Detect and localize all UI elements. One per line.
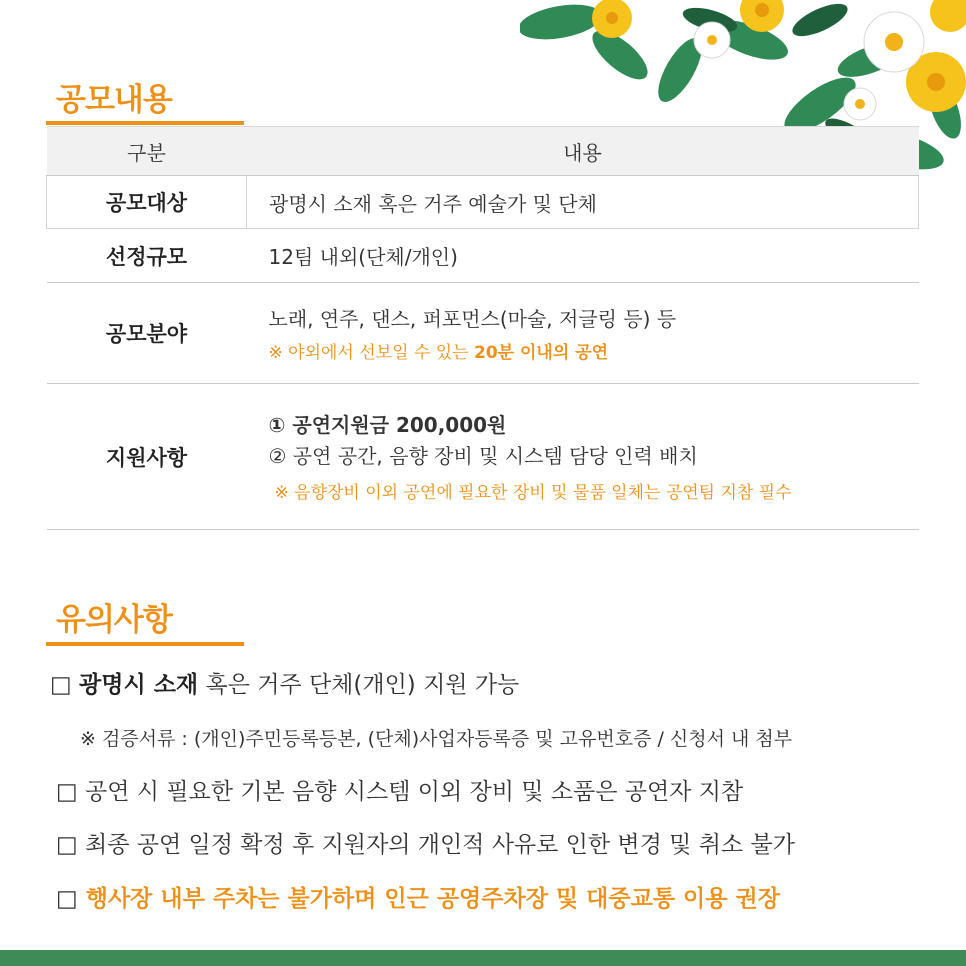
table-row	[47, 384, 919, 530]
footer-bar	[0, 950, 966, 966]
row-text: 노래, 연주, 댄스, 퍼포먼스(마술, 저글링 등) 등	[268, 307, 677, 331]
notice-text: 공연 시 필요한 기본 음향 시스템 이외 장비 및 소품은 공연자 지참	[85, 779, 744, 805]
notice-text: 최종 공연 일정 확정 후 지원자의 개인적 사유로 인한 변경 및 취소 불가	[85, 832, 795, 858]
row-content	[247, 384, 919, 530]
row-label: 공모대상	[47, 176, 247, 229]
support-note: ※ 음향장비 이외 공연에 필요한 장비 및 물품 일체는 공연팀 지참 필수	[274, 483, 792, 503]
checkbox-icon: □	[56, 886, 78, 912]
table-row	[47, 283, 919, 384]
notice-item	[56, 880, 780, 913]
notice-item	[56, 826, 795, 859]
notice-text: 혹은 거주 단체(개인) 지원 가능	[198, 672, 520, 698]
checkbox-icon: □	[56, 779, 78, 805]
row-label: 공모분야	[47, 283, 247, 384]
title-underline	[46, 121, 244, 125]
row-content: 12팀 내외(단체/개인)	[247, 229, 919, 283]
row-content	[247, 283, 919, 384]
notice-item	[56, 773, 743, 806]
note-text: ※ 야외에서 선보일 수 있는	[268, 343, 474, 363]
support-line-1: ① 공연지원금 200,000원	[268, 413, 507, 437]
note-bold-text: 20분 이내의 공연	[473, 343, 609, 363]
section-title-notice: 유의사항	[56, 602, 172, 638]
notice-bold-text: 광명시 소재	[79, 672, 199, 698]
row-note	[269, 338, 919, 363]
row-label: 선정규모	[47, 229, 247, 283]
table-row	[47, 176, 919, 229]
document-note: ※ 검증서류 : (개인)주민등록등본, (단체)사업자등록증 및 고유번호증 / 신청서 내 첨부	[80, 728, 793, 750]
table-header-category: 구분	[47, 127, 247, 176]
title-underline	[46, 642, 244, 646]
notice-highlight-text: 행사장 내부 주차는 불가하며 인근 공영주차장 및 대중교통 이용 권장	[85, 886, 780, 912]
row-label: 지원사항	[47, 384, 247, 530]
checkbox-icon: □	[50, 672, 72, 698]
notice-item	[50, 666, 519, 699]
table-header-content: 내용	[247, 127, 919, 176]
row-content: 광명시 소재 혹은 거주 예술가 및 단체	[247, 176, 919, 229]
contest-table	[46, 126, 919, 530]
table-row	[47, 229, 919, 283]
checkbox-icon: □	[56, 832, 78, 858]
support-line-2: ② 공연 공간, 음향 장비 및 시스템 담당 인력 배치	[268, 444, 698, 468]
section-title-contest: 공모내용	[56, 82, 172, 118]
